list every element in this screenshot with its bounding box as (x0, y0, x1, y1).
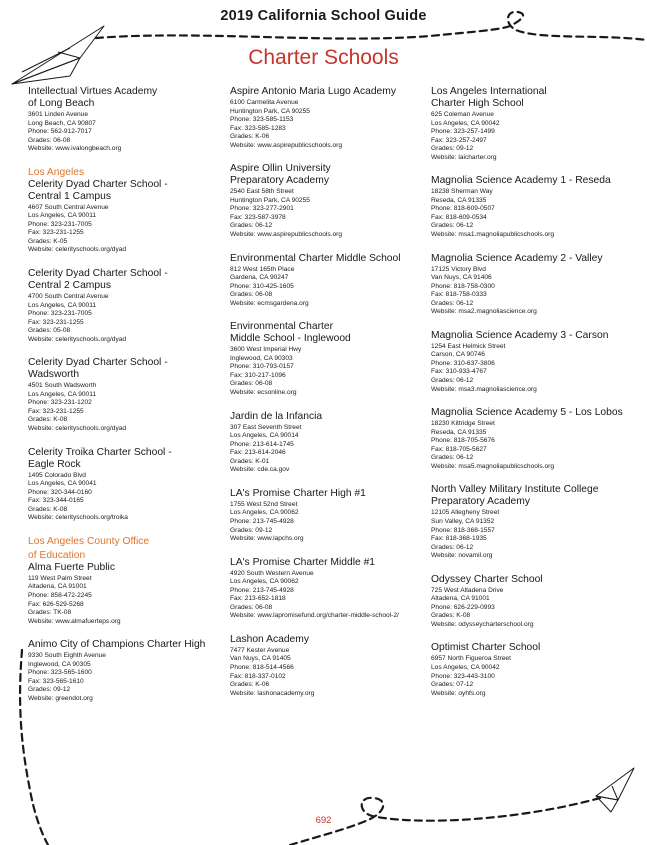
school-detail: Inglewood, CA 90305 (28, 660, 91, 668)
school-detail: Phone: 320-344-0160 (28, 488, 92, 496)
school-entry (431, 484, 631, 560)
school-website: Website: ecsonline.org (230, 389, 297, 397)
school-detail: Fax: 818-337-0102 (230, 672, 286, 680)
school-name: Magnolia Science Academy 2 - Valley (431, 252, 603, 264)
paper-airplane-icon (596, 768, 634, 812)
school-detail: Phone: 858-472-2245 (28, 591, 92, 599)
school-detail: Grades: 06-12 (431, 543, 474, 551)
school-website: Website: novamil.org (431, 552, 493, 560)
school-entry (431, 330, 631, 394)
school-website: Website: celerityschools.org/dyad (28, 425, 127, 433)
school-website: Website: lashonacademy.org (230, 689, 315, 697)
school-detail: Los Angeles, CA 90011 (28, 212, 97, 220)
school-detail: Los Angeles, CA 90014 (230, 432, 299, 440)
school-name: Celerity Dyad Charter School - (28, 268, 168, 280)
school-detail: Altadena, CA 91001 (28, 583, 87, 591)
school-entry (431, 642, 631, 698)
school-detail: Fax: 818-705-5627 (431, 445, 487, 453)
school-detail: 119 West Palm Street (28, 574, 92, 582)
school-detail: 4607 South Central Avenue (28, 203, 109, 211)
school-website: Website: www.ivalongbeach.org (28, 145, 122, 153)
school-detail: Fax: 818-368-1935 (431, 535, 487, 543)
school-entry (28, 357, 228, 433)
school-name: Los Angeles International (431, 86, 547, 97)
school-website: Website: msa5.magnoliapublicschools.org (431, 462, 555, 470)
school-website: Website: odysseycharterschool.org (431, 620, 534, 628)
school-detail: Grades: 06-12 (431, 377, 474, 385)
school-detail: Reseda, CA 91335 (431, 196, 487, 204)
school-website: Website: www.almafuerteps.org (28, 617, 121, 625)
school-name: North Valley Military Institute College (431, 484, 599, 496)
school-detail: Van Nuys, CA 91406 (431, 274, 492, 282)
school-detail: Fax: 323-231-1255 (28, 229, 84, 237)
school-detail: 2540 East 58th Street (230, 188, 294, 196)
school-detail: Grades: K-08 (28, 416, 68, 424)
school-detail: Phone: 323-257-1499 (431, 128, 495, 136)
school-detail: Phone: 818-705-5676 (431, 437, 495, 445)
school-detail: 6100 Carmelita Avenue (230, 99, 299, 106)
school-detail: Phone: 323-231-7005 (28, 220, 92, 228)
school-detail: Phone: 213-614-1745 (230, 440, 294, 448)
school-name: Alma Fuerte Public (28, 561, 115, 573)
school-detail: 4920 South Western Avenue (230, 569, 314, 577)
school-website: Website: celerityschools.org/troika (28, 514, 128, 522)
section-title: Charter Schools (248, 46, 399, 69)
school-detail: Long Beach, CA 90807 (28, 119, 96, 127)
school-website: Website: www.lapromisefund.org/charter-middle-school-2/ (230, 612, 399, 620)
school-detail: 812 West 165th Place (230, 265, 295, 273)
school-name: Magnolia Science Academy 1 - Reseda (431, 175, 611, 187)
school-detail: Phone: 323-231-7005 (28, 310, 92, 318)
school-detail: Phone: 323-231-1202 (28, 399, 92, 407)
school-detail: Phone: 323-443-3100 (431, 672, 495, 680)
school-detail: 725 West Altadena Drive (431, 586, 504, 594)
school-detail: 17125 Victory Blvd (431, 265, 486, 273)
school-name: Environmental Charter Middle School (230, 252, 401, 264)
school-detail: Carson, CA 90746 (431, 351, 485, 359)
school-detail: Fax: 323-257-2497 (431, 136, 487, 144)
school-detail: Los Angeles, CA 90062 (230, 509, 299, 517)
school-detail: Grades: K-05 (28, 237, 68, 245)
school-name: Celerity Dyad Charter School - (28, 178, 168, 190)
school-detail: Grades: 05-08 (28, 327, 71, 335)
school-name: Eagle Rock (28, 458, 81, 470)
school-entry (431, 86, 631, 162)
school-entry (28, 447, 228, 523)
school-entry (431, 574, 631, 630)
school-entry (28, 268, 228, 344)
school-detail: Fax: 323-231-1255 (28, 318, 84, 326)
school-website: Website: celerityschools.org/dyad (28, 246, 127, 254)
region-heading: of Education (28, 549, 86, 561)
school-name: Celerity Troika Charter School - (28, 446, 172, 458)
school-detail: Los Angeles, CA 90011 (28, 301, 97, 309)
school-website: Website: www.aspirepublicschools.org (230, 231, 343, 239)
school-detail: Fax: 323-585-1283 (230, 124, 286, 132)
school-entry (28, 639, 228, 703)
school-website: Website: www.aspirepublicschools.org (230, 141, 343, 149)
school-name: of Long Beach (28, 98, 95, 109)
school-name: Charter High School (431, 98, 524, 109)
school-entry (431, 253, 631, 317)
school-name: Jardin de la Infancia (230, 410, 323, 422)
school-detail: 9330 South Eighth Avenue (28, 652, 106, 660)
school-detail: Grades: 09-12 (230, 526, 273, 534)
school-detail: 307 East Seventh Street (230, 423, 302, 431)
school-detail: 18230 Kittridge Street (431, 420, 495, 428)
school-detail: 1254 East Helmick Street (431, 342, 506, 350)
school-name: Central 1 Campus (28, 190, 111, 202)
school-website: Website: msa1.magnoliapublicschools.org (431, 231, 555, 239)
guide-title: 2019 California School Guide (220, 8, 427, 24)
school-detail: Phone: 310-793-0157 (230, 363, 294, 371)
school-name: Preparatory Academy (230, 175, 330, 187)
school-detail: Sun Valley, CA 91352 (431, 517, 495, 525)
school-entry (28, 167, 228, 255)
column-2 (230, 86, 430, 711)
school-detail: Phone: 213-745-4928 (230, 517, 294, 525)
school-detail: Huntington Park, CA 90255 (230, 107, 310, 115)
school-name: Preparatory Academy (431, 496, 531, 508)
school-name: Environmental Charter (230, 321, 334, 333)
school-detail: Fax: 310-933-4767 (431, 368, 487, 376)
school-entry (230, 86, 430, 150)
school-detail: Grades: 06-08 (230, 603, 273, 611)
school-name: Aspire Ollin University (230, 163, 331, 175)
school-detail: Los Angeles, CA 90041 (28, 480, 97, 488)
school-detail: Phone: 323-565-1600 (28, 669, 92, 677)
school-detail: Phone: 626-229-0993 (431, 603, 495, 611)
school-detail: Grades: K-08 (431, 612, 471, 620)
school-name: LA's Promise Charter Middle #1 (230, 556, 376, 568)
school-website: Website: greendot.org (28, 694, 93, 702)
school-entry (230, 488, 430, 544)
school-detail: Grades: K-01 (230, 457, 270, 465)
school-detail: Grades: 09-12 (28, 686, 71, 694)
school-detail: 6957 North Figueroa Street (431, 655, 511, 663)
school-detail: Grades: 06-08 (230, 291, 273, 299)
school-detail: Los Angeles, CA 90042 (431, 119, 500, 127)
school-detail: 12105 Allegheny Street (431, 509, 500, 517)
school-entry (431, 407, 631, 471)
school-entry (230, 321, 430, 397)
region-heading: Los Angeles (28, 166, 85, 178)
school-name: Odyssey Charter School (431, 573, 543, 585)
school-website: Website: ecmsgardena.org (230, 299, 309, 307)
school-detail: Fax: 626-529-5268 (28, 600, 84, 608)
column-3 (431, 86, 631, 711)
school-entry (431, 175, 631, 239)
school-detail: Grades: 06-08 (28, 136, 71, 144)
school-detail: Van Nuys, CA 91405 (230, 655, 291, 663)
school-entry (230, 411, 430, 475)
school-detail: Phone: 323-277-2901 (230, 205, 294, 213)
school-name: Celerity Dyad Charter School - (28, 357, 168, 369)
school-detail: Huntington Park, CA 90255 (230, 196, 310, 204)
school-detail: Phone: 213-745-4928 (230, 586, 294, 594)
school-detail: Fax: 323-231-1255 (28, 407, 84, 415)
school-detail: Grades: K-06 (230, 681, 270, 689)
school-detail: Fax: 323-344-0165 (28, 497, 84, 505)
school-detail: Fax: 310-217-1096 (230, 371, 286, 379)
school-name: Wadsworth (28, 369, 80, 381)
school-name: Optimist Charter School (431, 642, 541, 654)
column-1 (28, 86, 228, 716)
school-detail: Phone: 323-585-1153 (230, 116, 294, 124)
school-name: Magnolia Science Academy 5 - Los Lobos (431, 407, 623, 419)
school-detail: 3601 Linden Avenue (28, 111, 89, 118)
school-name: LA's Promise Charter High #1 (230, 487, 366, 499)
school-detail: Grades: 07-12 (431, 681, 474, 689)
school-entry (230, 253, 430, 309)
school-detail: 4501 South Wadsworth (28, 382, 97, 390)
school-detail: Phone: 818-368-1557 (431, 526, 495, 534)
school-website: Website: celerityschools.org/dyad (28, 335, 127, 343)
school-detail: Grades: 06-08 (230, 380, 273, 388)
school-detail: Phone: 310-425-1605 (230, 282, 294, 290)
school-detail: Gardena, CA 90247 (230, 274, 289, 282)
school-website: Website: laicharter.org (431, 153, 497, 161)
school-detail: Grades: TK-08 (28, 609, 72, 617)
school-entry (230, 557, 430, 621)
school-detail: Inglewood, CA 90303 (230, 354, 293, 362)
school-detail: Phone: 562-912-7017 (28, 128, 92, 136)
school-detail: 625 Coleman Avenue (431, 111, 494, 118)
school-name: Animo City of Champions Charter High (28, 639, 206, 651)
school-detail: Los Angeles, CA 90042 (431, 663, 500, 671)
school-website: Website: msa2.magnoliascience.org (431, 308, 537, 316)
school-detail: Fax: 818-609-0534 (431, 213, 487, 221)
school-name: Intellectual Virtues Academy (28, 86, 158, 97)
school-website: Website: www.lapchs.org (230, 535, 304, 543)
school-detail: Altadena, CA 91001 (431, 595, 490, 603)
school-detail: Grades: 06-12 (230, 222, 273, 230)
school-name: Middle School - Inglewood (230, 333, 351, 345)
school-website: Website: cde.ca.gov (230, 466, 290, 474)
school-detail: Phone: 310-637-3806 (431, 359, 495, 367)
school-detail: Reseda, CA 91335 (431, 428, 487, 436)
region-heading: Los Angeles County Office (28, 535, 150, 547)
school-detail: 1495 Colorado Blvd (28, 471, 86, 479)
school-detail: Fax: 213-652-1818 (230, 595, 286, 603)
school-detail: Los Angeles, CA 90062 (230, 578, 299, 586)
page-number: 692 (315, 815, 332, 826)
school-name: Central 2 Campus (28, 280, 111, 292)
school-entry (230, 163, 430, 239)
school-website: Website: msa3.magnoliascience.org (431, 385, 537, 393)
school-detail: Phone: 818-609-0507 (431, 205, 495, 213)
school-detail: Grades: 09-12 (431, 145, 474, 153)
school-detail: Los Angeles, CA 90011 (28, 390, 97, 398)
school-detail: Fax: 213-614-2046 (230, 449, 286, 457)
school-entry (230, 634, 430, 698)
school-detail: Phone: 818-758-0300 (431, 282, 495, 290)
school-detail: Grades: K-08 (28, 505, 68, 513)
school-website: Website: oyhfs.org (431, 689, 486, 697)
school-detail: 7477 Kester Avenue (230, 646, 290, 654)
school-entry (28, 536, 228, 626)
school-detail: 1755 West 52nd Street (230, 500, 298, 508)
school-detail: Grades: 06-12 (431, 222, 474, 230)
school-detail: 3600 West Imperial Hwy (230, 346, 302, 354)
school-name: Aspire Antonio Maria Lugo Academy (230, 86, 396, 97)
school-name: Magnolia Science Academy 3 - Carson (431, 329, 609, 341)
school-detail: 4700 South Central Avenue (28, 293, 109, 301)
school-detail: Grades: K-06 (230, 133, 270, 141)
school-entry (28, 86, 228, 154)
school-detail: Fax: 323-587-3978 (230, 213, 286, 221)
school-detail: Grades: 06-12 (431, 454, 474, 462)
school-detail: Phone: 818-514-4566 (230, 663, 294, 671)
school-detail: Fax: 323-565-1610 (28, 677, 84, 685)
school-detail: 18238 Sherman Way (431, 188, 493, 196)
school-detail: Grades: 06-12 (431, 299, 474, 307)
school-detail: Fax: 818-758-0333 (431, 291, 487, 299)
school-name: Lashon Academy (230, 633, 309, 645)
